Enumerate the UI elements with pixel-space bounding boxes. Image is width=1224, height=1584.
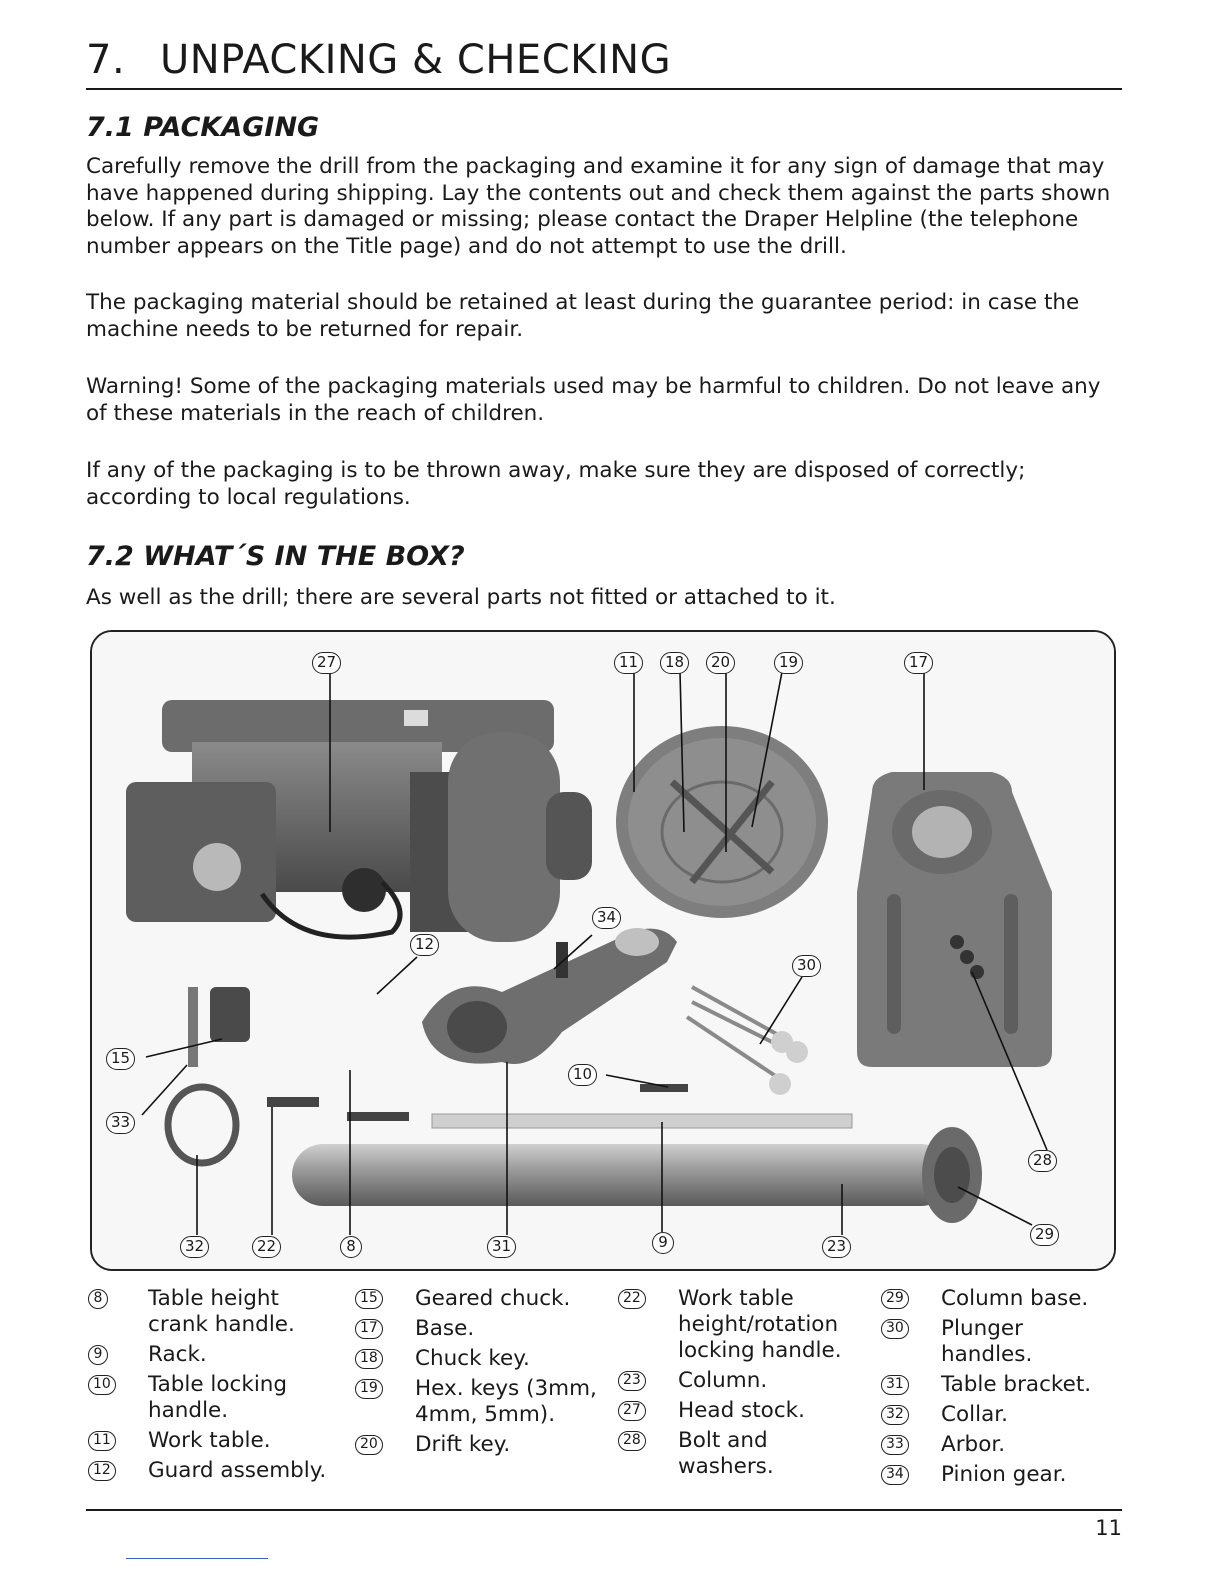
legend-column-3 (618, 1286, 858, 1484)
legend-item (881, 1402, 1121, 1428)
legend-item (355, 1286, 607, 1312)
heading-whats-in-box: 7.2 WHAT´S IN THE BOX? (86, 541, 465, 572)
legend-number: 9 (88, 1345, 108, 1365)
callout-29: 29 (1030, 1224, 1059, 1246)
callout-34: 34 (592, 907, 621, 929)
paragraph-box-intro: As well as the drill; there are several parts not fitted or attached to it. (86, 585, 836, 610)
legend-item (88, 1342, 328, 1368)
legend-text: Plunger handles. (941, 1316, 1033, 1367)
legend-number: 31 (881, 1375, 909, 1395)
legend-column-1 (88, 1286, 328, 1488)
callout-17: 17 (904, 652, 933, 674)
legend-item (618, 1398, 858, 1424)
legend-number: 10 (88, 1375, 116, 1395)
paragraph-warning: Warning! Some of the packaging materials used may be harmful to children. Do not leave any of these materials in the reach of children. (86, 374, 1101, 426)
legend-text: Geared chuck. (415, 1286, 571, 1311)
heading-packaging: 7.1 PACKAGING (86, 112, 320, 143)
legend-item (881, 1432, 1121, 1458)
legend-item (881, 1286, 1121, 1312)
callout-8: 8 (340, 1236, 362, 1258)
legend-column-2 (355, 1286, 607, 1462)
legend-text: Rack. (148, 1342, 207, 1367)
legend-number: 8 (88, 1289, 108, 1309)
scan-artifact-line (126, 1558, 268, 1559)
legend-item (881, 1462, 1121, 1488)
callout-20: 20 (706, 652, 735, 674)
parts-photo-figure (90, 630, 1116, 1271)
head-stock (126, 700, 592, 942)
legend-item (618, 1368, 858, 1394)
legend-number: 27 (618, 1401, 646, 1421)
paragraph-inspect: Carefully remove the drill from the packaging and examine it for any sign of damage that may have happened during shipping. Lay the contents out and check them against the parts shown below. If any part is damaged or missing; please contact the Draper Helpline (the telephone number appears on the Title page) and do not attempt to use the drill. (86, 154, 1111, 259)
legend-number: 15 (355, 1289, 383, 1309)
callout-32: 32 (180, 1236, 209, 1258)
legend-number: 22 (618, 1289, 646, 1309)
legend-text: Drift key. (415, 1432, 511, 1457)
legend-item (618, 1286, 858, 1364)
callout-23: 23 (822, 1236, 851, 1258)
callout-19: 19 (774, 652, 803, 674)
legend-item (881, 1372, 1121, 1398)
legend-text: Head stock. (678, 1398, 805, 1423)
legend-text: Work table height/rotation locking handle. (678, 1286, 842, 1363)
callout-28: 28 (1028, 1150, 1057, 1172)
legend-text: Bolt and washers. (678, 1428, 774, 1479)
legend-item (618, 1428, 858, 1480)
parts-photo (92, 632, 1114, 1269)
legend-number: 23 (618, 1371, 646, 1391)
paragraph-disposal: If any of the packaging is to be thrown away, make sure they are disposed of correctly; according to local regulations. (86, 458, 1026, 510)
legend-number: 12 (88, 1461, 116, 1481)
callout-15: 15 (106, 1048, 135, 1070)
legend-text: Base. (415, 1316, 475, 1341)
legend-number: 34 (881, 1465, 909, 1485)
legend-number: 20 (355, 1435, 383, 1455)
callout-11: 11 (614, 652, 643, 674)
section-number: 7. (86, 37, 126, 83)
legend-item (355, 1432, 607, 1458)
legend-number: 32 (881, 1405, 909, 1425)
legend-number: 11 (88, 1431, 116, 1451)
legend-text: Guard assembly. (148, 1458, 327, 1483)
legend-text: Column base. (941, 1286, 1089, 1311)
legend-number: 33 (881, 1435, 909, 1455)
legend-text: Table locking handle. (148, 1372, 288, 1423)
legend-number: 19 (355, 1379, 383, 1399)
legend-text: Chuck key. (415, 1346, 530, 1371)
legend-number: 17 (355, 1319, 383, 1339)
callout-27: 27 (312, 652, 341, 674)
paragraph-retain: The packaging material should be retained at least during the guarantee period: in case the machine needs to be returned for repair. (86, 290, 1080, 342)
callout-22: 22 (252, 1236, 281, 1258)
legend-text: Pinion gear. (941, 1462, 1067, 1487)
legend-text: Table bracket. (941, 1372, 1092, 1397)
legend-column-4 (881, 1286, 1121, 1492)
callout-30: 30 (792, 955, 821, 977)
legend-number: 28 (618, 1431, 646, 1451)
legend-number: 30 (881, 1319, 909, 1339)
legend-item (88, 1428, 328, 1454)
legend-item (88, 1286, 328, 1338)
legend-number: 18 (355, 1349, 383, 1369)
legend-text: Collar. (941, 1402, 1008, 1427)
callout-18: 18 (660, 652, 689, 674)
callout-12: 12 (410, 934, 439, 956)
legend-text: Table height crank handle. (148, 1286, 295, 1337)
work-table (616, 726, 828, 918)
callout-9: 9 (652, 1232, 674, 1254)
callout-33: 33 (106, 1112, 135, 1134)
page-number: 11 (1095, 1516, 1122, 1540)
legend-text: Column. (678, 1368, 768, 1393)
footer-divider (86, 1509, 1122, 1511)
legend-text: Work table. (148, 1428, 271, 1453)
legend-item (355, 1346, 607, 1372)
section-title: UNPACKING & CHECKING (160, 37, 672, 83)
legend-item (88, 1372, 328, 1424)
page-title (86, 36, 1122, 90)
callout-10: 10 (568, 1064, 597, 1086)
legend-item (355, 1376, 607, 1428)
legend-text: Arbor. (941, 1432, 1006, 1457)
legend-text: Hex. keys (3mm, 4mm, 5mm). (415, 1376, 597, 1427)
callout-31: 31 (487, 1236, 516, 1258)
legend-number: 29 (881, 1289, 909, 1309)
legend-item (355, 1316, 607, 1342)
legend-item (88, 1458, 328, 1484)
legend-item (881, 1316, 1121, 1368)
